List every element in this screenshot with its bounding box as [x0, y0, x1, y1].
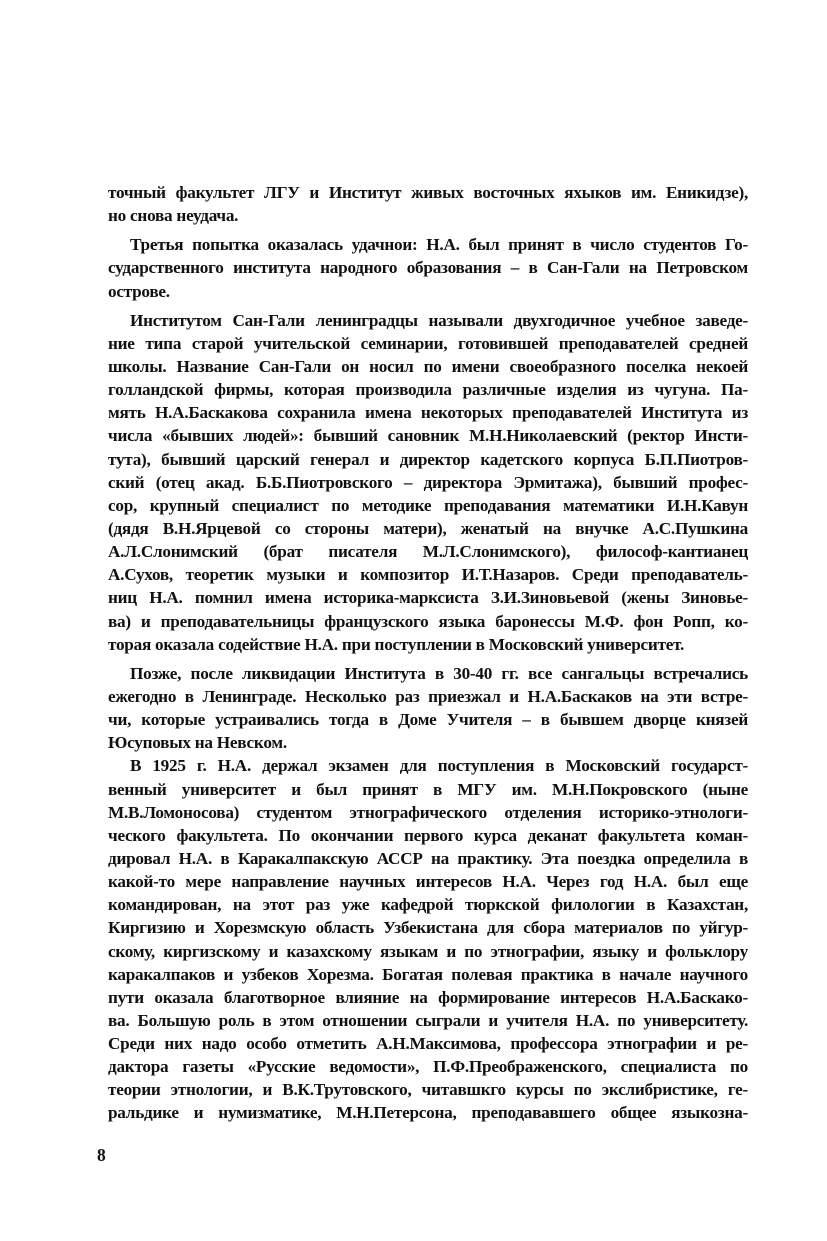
- text-line: (дядя В.Н.Ярцевой со стороны матери), женатый на внучке А.С.Пушкина: [108, 518, 748, 538]
- text-line: сударственного института народного образования – в Сан-Гали на Петровском: [108, 258, 748, 278]
- text-line: числа «бывших людей»: бывший сановник М.Н.Николаевский (ректор Инсти-: [108, 426, 748, 446]
- body-text: [108, 181, 748, 1125]
- text-line: Юсуповых на Невском.: [108, 733, 287, 753]
- text-line: А.Сухов, теоретик музыки и композитор И.Т.Назаров. Среди преподаватель-: [108, 565, 748, 585]
- text-line: пути оказала благотворное влияние на формирование интересов Н.А.Баскако-: [108, 987, 748, 1007]
- text-line: какой-то мере направление научных интересов Н.А. Через год Н.А. был еще: [108, 872, 748, 892]
- text-line: теории этнологии, и В.К.Трутовского, читавшкго курсы по экслибристике, ге-: [108, 1080, 748, 1100]
- text-line: чи, которые устраивались тогда в Доме Учителя – в бывшем дворце князей: [108, 710, 748, 730]
- text-line: торая оказала содействие Н.А. при поступлении в Московский университет.: [108, 634, 685, 654]
- text-line: тута), бывший царский генерал и директор кадетского корпуса Б.П.Пиотров-: [108, 449, 748, 469]
- text-line: дировал Н.А. в Каракалпакскую АССР на практику. Эта поездка определила в: [108, 848, 748, 868]
- text-line: точный факультет ЛГУ и Институт живых восточных яхыков им. Еникидзе),: [108, 183, 748, 202]
- text-line: ский (отец акад. Б.Б.Пиотровского – директора Эрмитажа), бывший профес-: [108, 472, 748, 492]
- text-line: голландской фирмы, которая производила различные изделия из чугуна. Па-: [108, 380, 748, 400]
- paragraph-first-line: Институтом Сан-Гали ленинградцы называли двухгодичное учебное заведе-: [130, 310, 748, 330]
- text-line: Киргизию и Хорезмскую область Узбекистана для сбора материалов по уйгур-: [108, 918, 748, 938]
- text-line: острове.: [108, 281, 170, 301]
- text-line: ральдике и нумизматике, М.Н.Петерсона, преподававшего общее языкозна-: [108, 1103, 748, 1123]
- text-line: каракалпаков и узбеков Хорезма. Богатая полевая практика в начале научного: [108, 964, 748, 984]
- text-line: венный университет и был принят в МГУ им. М.Н.Покровского (ныне: [108, 779, 748, 799]
- paragraph-first-line: Позже, после ликвидации Института в 30-40 гг. все сангальцы встречались: [130, 663, 748, 683]
- text-line: школы. Название Сан-Гали он носил по имени своеобразного поселка некоей: [108, 356, 748, 376]
- text-line: ва) и преподавательницы французского языка баронессы М.Ф. фон Ропп, ко-: [108, 611, 748, 631]
- text-line: ва. Большую роль в этом отношении сыграли и учителя Н.А. по университету.: [108, 1010, 748, 1030]
- text-line: но снова неудача.: [108, 206, 239, 226]
- text-line: ние типа старой учительской семинарии, готовившей преподавателей средней: [108, 333, 748, 353]
- text-line: дактора газеты «Русские ведомости», П.Ф.Преображенского, специалиста по: [108, 1057, 748, 1077]
- text-line: мять Н.А.Баскакова сохранила имена некоторых преподавателей Института из: [108, 403, 748, 423]
- text-line: командирован, на этот раз уже кафедрой тюркской филологии в Казахстан,: [108, 895, 748, 915]
- text-line: ежегодно в Ленинграде. Несколько раз приезжал и Н.А.Баскаков на эти встре-: [108, 686, 748, 706]
- page-number: 8: [97, 1145, 106, 1165]
- paragraph-first-line: Третья попытка оказалась удачнои: Н.А. был принят в число студентов Го-: [130, 235, 748, 255]
- text-line: Среди них надо особо отметить А.Н.Максимова, профессора этнографии и ре-: [108, 1034, 748, 1054]
- text-line: сор, крупный специалист по методике преподавания математики И.Н.Кавун: [108, 495, 748, 515]
- text-line: скому, киргизскому и казахскому языкам и по этнографии, языку и фольклору: [108, 941, 748, 961]
- text-line: ниц Н.А. помнил имена историка-марксиста З.И.Зиновьевой (жены Зиновье-: [108, 588, 748, 608]
- text-line: М.В.Ломоносова) студентом этнографического отделения историко-этнологи-: [108, 802, 748, 822]
- text-line: А.Л.Слонимский (брат писателя М.Л.Слонимского), философ-кантианец: [108, 542, 748, 562]
- text-line: ческого факультета. По окончании первого курса деканат факультета коман-: [108, 825, 748, 845]
- paragraph-first-line: В 1925 г. Н.А. держал экзамен для поступления в Московский государст-: [130, 756, 748, 776]
